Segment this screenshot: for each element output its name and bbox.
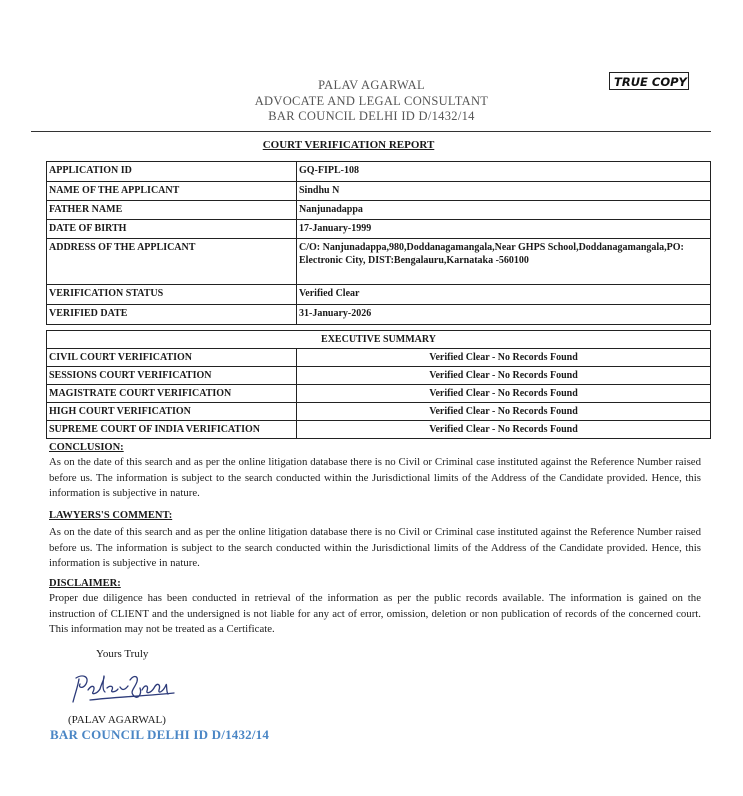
- row-value: Verified Clear - No Records Found: [297, 349, 711, 367]
- row-value: 17-January-1999: [297, 220, 711, 239]
- row-value: 31-January-2026: [297, 305, 711, 325]
- table-row: [47, 367, 711, 385]
- signatory-name: (PALAV AGARWAL): [68, 714, 166, 726]
- table-row: [47, 285, 711, 305]
- row-label: MAGISTRATE COURT VERIFICATION: [47, 385, 297, 403]
- table-row: [47, 305, 711, 325]
- header-title: ADVOCATE AND LEGAL CONSULTANT: [254, 94, 489, 108]
- header-name: PALAV AGARWAL: [318, 78, 425, 92]
- table-row: [47, 403, 711, 421]
- disclaimer-text: Proper due diligence has been conducted in retrieval of the information as per the public records available. The information is gained on the instruction of CLIENT and the undersigned is not liable for any act of error, omission, deletion or non publication of records of the concerned court. This information may not be treated as a Certificate.: [49, 592, 701, 635]
- report-title: COURT VERIFICATION REPORT: [262, 139, 435, 151]
- row-label: CIVIL COURT VERIFICATION: [47, 349, 297, 367]
- table-row: [47, 349, 711, 367]
- header-bar-id: BAR COUNCIL DELHI ID D/1432/14: [268, 109, 475, 123]
- row-value: Verified Clear - No Records Found: [297, 385, 711, 403]
- conclusion-text: As on the date of this search and as per the online litigation database there is no Civil or Criminal case instituted against the Reference Number raised before us. The information is subject to the search conducted within the Jurisdictional limits of the Address of the Candidate provided. Hence, this information is subjective in nature.: [49, 456, 701, 499]
- row-label: DATE OF BIRTH: [47, 220, 297, 239]
- row-label: ADDRESS OF THE APPLICANT: [47, 239, 297, 285]
- table-row: [47, 239, 711, 285]
- table-header-row: [47, 331, 711, 349]
- signature-image: [70, 670, 180, 710]
- row-label: FATHER NAME: [47, 201, 297, 220]
- executive-summary-title: EXECUTIVE SUMMARY: [47, 331, 711, 349]
- conclusion-heading: CONCLUSION:: [49, 442, 124, 453]
- row-value: Verified Clear - No Records Found: [297, 403, 711, 421]
- signatory-bar-id: BAR COUNCIL DELHI ID D/1432/14: [50, 727, 270, 742]
- row-label: HIGH COURT VERIFICATION: [47, 403, 297, 421]
- row-value: Sindhu N: [297, 182, 711, 201]
- table-row: [47, 421, 711, 439]
- table-row: [47, 182, 711, 201]
- row-value: Verified Clear - No Records Found: [297, 421, 711, 439]
- row-label: VERIFICATION STATUS: [47, 285, 297, 305]
- row-label: VERIFIED DATE: [47, 305, 297, 325]
- row-value: Verified Clear: [297, 285, 711, 305]
- applicant-details-table: [46, 161, 711, 325]
- row-label: NAME OF THE APPLICANT: [47, 182, 297, 201]
- disclaimer-heading: DISCLAIMER:: [49, 578, 121, 589]
- executive-summary-table: [46, 330, 711, 439]
- table-row: [47, 220, 711, 239]
- true-copy-stamp: TRUE COPY: [609, 72, 689, 90]
- table-row: [47, 201, 711, 220]
- header-divider: [31, 131, 711, 132]
- row-label: SESSIONS COURT VERIFICATION: [47, 367, 297, 385]
- row-label: APPLICATION ID: [47, 162, 297, 182]
- row-value: C/O: Nanjunadappa,980,Doddanagamangala,Near GHPS School,Doddanagamangala,PO: Electronic City, DIST:Bengalauru,Karnataka -560100: [297, 239, 711, 285]
- table-row: [47, 162, 711, 182]
- row-value: GQ-FIPL-108: [297, 162, 711, 182]
- closing-text: Yours Truly: [96, 648, 149, 660]
- lawyers-comment-text: As on the date of this search and as per the online litigation database there is no Civil or Criminal case instituted against the Reference Number raised before us. The information is subject to the search conducted within the Jurisdictional limits of the Address of the Candidate provided. Hence, this information is subjective in nature.: [49, 526, 701, 569]
- table-row: [47, 385, 711, 403]
- row-label: SUPREME COURT OF INDIA VERIFICATION: [47, 421, 297, 439]
- row-value: Verified Clear - No Records Found: [297, 367, 711, 385]
- lawyers-comment-heading: LAWYERS'S COMMENT:: [49, 510, 173, 521]
- row-value: Nanjunadappa: [297, 201, 711, 220]
